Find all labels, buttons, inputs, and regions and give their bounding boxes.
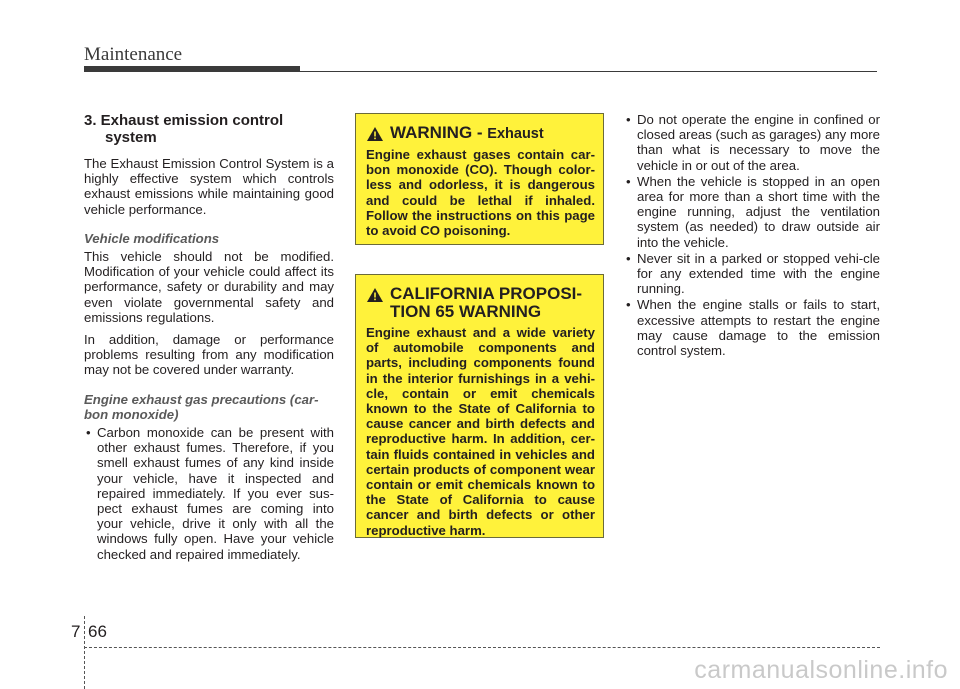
list-item: • When the vehicle is stopped in an open area for more than a short time with the engine running, adjust the ventilation system (as needed) to draw outside air into the vehicle.: [624, 174, 880, 250]
list-item: • Never sit in a parked or stopped vehi-cle for any extended time with the engine running.: [624, 251, 880, 297]
header-rule-thick: [84, 66, 300, 72]
modification-paragraph: This vehicle should not be modified. Modification of your vehicle could affect its performance, safety or durability and may even violate governmental safety and emissions regulations.: [84, 249, 334, 325]
left-column: [84, 112, 334, 563]
section-heading: 3. Exhaust emission control system: [84, 112, 284, 146]
intro-paragraph: The Exhaust Emission Control System is a highly effective system which controls exhaust emissions while maintaining good vehicle performance.: [84, 156, 334, 217]
page-number: 66: [88, 622, 107, 641]
exhaust-warning-box: [355, 113, 604, 245]
prop65-title: CALIFORNIA PROPOSI-TION 65 WARNING: [390, 284, 583, 321]
warranty-paragraph: In addition, damage or performance problems resulting from any modification may not be covered under warranty.: [84, 332, 334, 378]
chapter-number: 7: [71, 622, 81, 641]
header-rule-thin: [300, 71, 877, 72]
warning-title: WARNING - Exhaust: [390, 123, 544, 142]
right-column: [624, 112, 880, 359]
warning-triangle-icon: [366, 287, 384, 303]
subheading-vehicle-modifications: Vehicle modifications: [84, 230, 220, 246]
list-item: • When the engine stalls or fails to start, excessive attempts to restart the engine may cause damage to the emission control system.: [624, 297, 880, 358]
list-item: • Do not operate the engine in confined or closed areas (such as garages) any more than what is necessary to move the vehicle in or out of the area.: [624, 112, 880, 173]
prop65-warning-box: [355, 274, 604, 538]
precautions-list: [84, 425, 334, 562]
engine-precautions-list: [624, 112, 880, 358]
watermark: carmanualsonline.info: [694, 656, 948, 684]
footer-divider: [84, 616, 86, 689]
warning-triangle-icon: [366, 126, 384, 142]
subheading-exhaust-precautions: Engine exhaust gas precautions (car-bon monoxide): [84, 391, 319, 422]
page-header-title: Maintenance: [84, 44, 183, 65]
footer-rule: [84, 647, 880, 649]
prop65-body: Engine exhaust and a wide variety of automobile components and parts, including components found in the interior furnishings in a vehi-cle, contain or emit chemicals known to the State of California to cause cancer and birth defects and reproductive harm. In addition, cer-tain fluids contained in vehicles and certain products of component wear contain or emit chemicals known to the State of California to cause cancer and birth defects or other reproductive harm.: [366, 325, 595, 538]
list-item: • Carbon monoxide can be present with other exhaust fumes. Therefore, if you smell exhaust fumes of any kind inside your vehicle, have it inspected and repaired immediately. If you ever sus-pect exhaust fumes are coming into your vehicle, drive it only with all the windows fully open. Have your vehicle checked and repaired immediately.: [84, 425, 334, 562]
warning-body: Engine exhaust gases contain car-bon monoxide (CO). Though color-less and odorless, it is dangerous and could be lethal if inhaled. Follow the instructions on this page to avoid CO poisoning.: [366, 147, 595, 239]
